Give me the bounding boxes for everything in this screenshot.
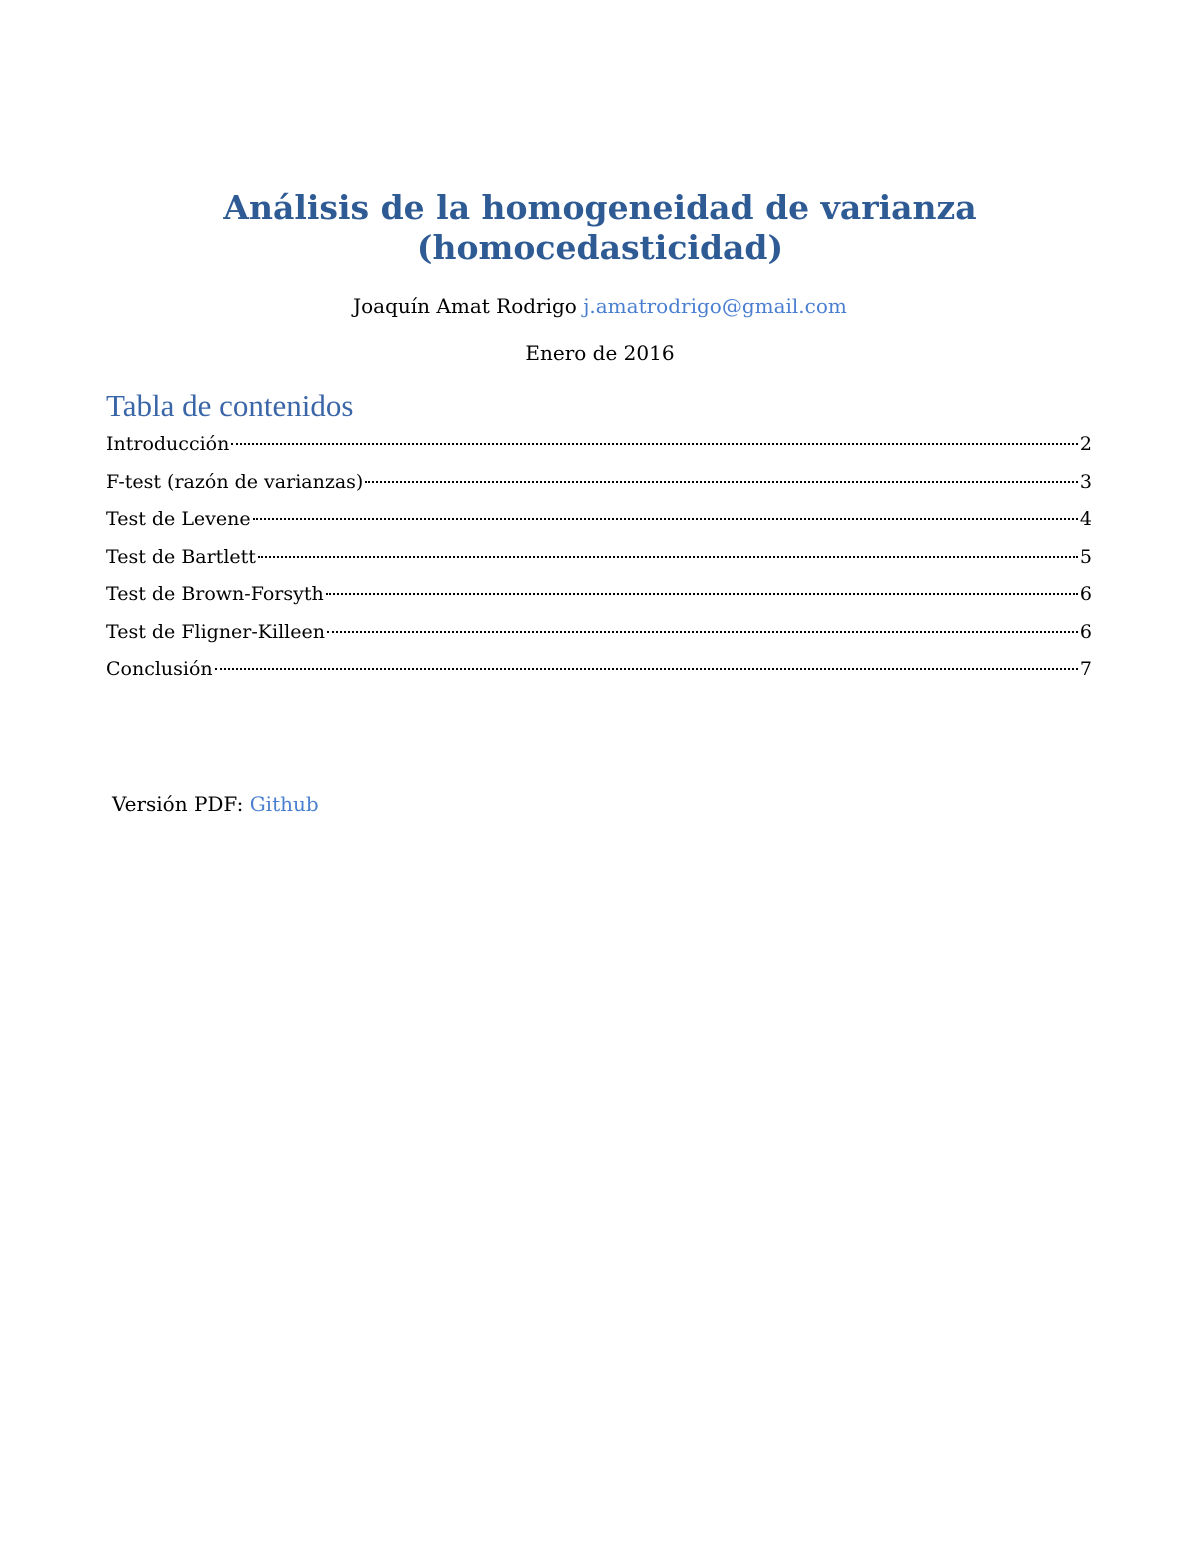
toc-dot-leader <box>326 593 1078 595</box>
table-of-contents <box>106 430 1092 693</box>
toc-dot-leader <box>327 631 1078 633</box>
toc-dot-leader <box>231 443 1078 445</box>
document-date: Enero de 2016 <box>525 341 675 365</box>
author-email-link[interactable]: j.amatrodrigo@gmail.com <box>583 294 847 318</box>
toc-dot-leader <box>258 556 1078 558</box>
toc-entry-label: Introducción <box>106 433 230 455</box>
toc-entry-label: F-test (razón de varianzas) <box>106 470 364 493</box>
toc-entry-introduccion[interactable] <box>106 430 1092 468</box>
author-name: Joaquín Amat Rodrigo <box>353 294 577 318</box>
toc-entry-page: 6 <box>1079 620 1092 643</box>
toc-entry-label: Conclusión <box>106 658 213 680</box>
title-line-1: Análisis de la homogeneidad de varianza <box>223 188 977 227</box>
toc-entry-conclusion[interactable] <box>106 655 1092 693</box>
toc-entry-page: 5 <box>1079 545 1092 568</box>
title-line-2: (homocedasticidad) <box>416 228 784 267</box>
toc-entry-page: 6 <box>1079 583 1092 605</box>
toc-entry-bartlett[interactable] <box>106 543 1092 581</box>
toc-entry-label: Test de Bartlett <box>106 545 256 568</box>
pdf-version-label: Versión PDF: <box>112 792 244 816</box>
github-link[interactable]: Github <box>249 792 319 816</box>
toc-entry-page: 3 <box>1079 470 1092 493</box>
toc-entry-page: 7 <box>1079 658 1092 680</box>
toc-dot-leader <box>365 481 1078 483</box>
toc-dot-leader <box>215 668 1078 670</box>
toc-entry-brown-forsyth[interactable] <box>106 580 1092 618</box>
toc-entry-label: Test de Fligner-Killeen <box>106 620 325 643</box>
toc-entry-page: 4 <box>1079 508 1092 530</box>
toc-entry-label: Test de Brown-Forsyth <box>106 583 324 605</box>
document-title <box>0 188 1200 268</box>
pdf-version-line <box>112 790 319 818</box>
toc-entry-fligner-killeen[interactable] <box>106 618 1092 656</box>
toc-dot-leader <box>253 518 1078 520</box>
toc-entry-f-test[interactable] <box>106 468 1092 506</box>
toc-entry-page: 2 <box>1079 433 1092 455</box>
author-line <box>0 292 1200 320</box>
toc-heading: Tabla de contenidos <box>106 388 354 423</box>
toc-entry-levene[interactable] <box>106 505 1092 543</box>
toc-entry-label: Test de Levene <box>106 508 251 530</box>
